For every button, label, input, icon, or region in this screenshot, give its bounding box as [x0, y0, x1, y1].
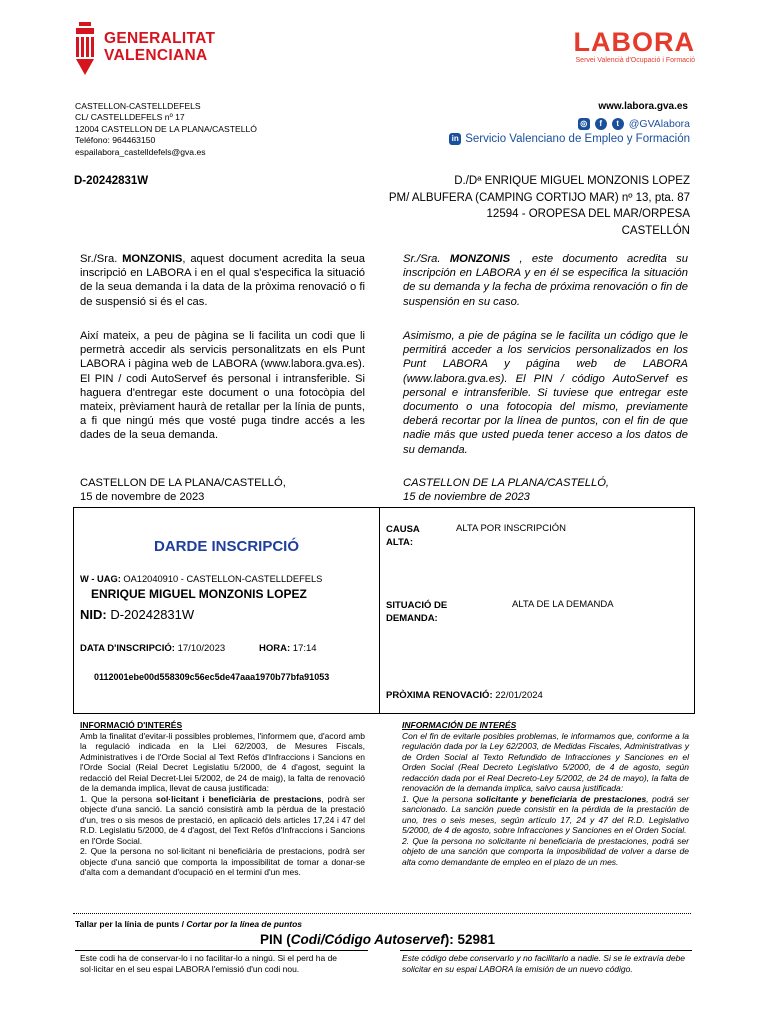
footer-note-es: Este código debe conservarlo y no facilitarlo a nadie. Si se le extravía debe solicitar en su espai LABORA la emisión de un nuevo código. [402, 953, 686, 974]
card-hour-label: HORA: [259, 643, 291, 654]
facebook-icon[interactable]: f [595, 118, 607, 130]
cut-label-es: Cortar por la línea de puntos [186, 919, 303, 929]
info-val-text3: 2. Que la persona no sol·licitant ni beneficiària de prestacions, podrà ser objecte d'una sanció que comporta la impossibilitat de tornar a donar-se d'alta com a demandant d'ocupació en el termini d'un mes. [80, 846, 365, 877]
info-val [80, 720, 365, 878]
cut-label-val: Tallar per la línia de punts / [75, 919, 187, 929]
card-name: ENRIQUE MIGUEL MONZONIS LOPEZ [91, 587, 307, 601]
situacio-value: ALTA DE LA DEMANDA [512, 599, 614, 610]
recipient-address [389, 173, 690, 239]
card-date-label: DATA D'INSCRIPCIÓ: [80, 643, 175, 654]
generalitat-shield-icon [72, 20, 98, 76]
situacio-label [386, 599, 447, 625]
office-city: 12004 CASTELLON DE LA PLANA/CASTELLÓ [75, 123, 257, 134]
body-val-surname: MONZONIS [122, 253, 183, 265]
body-es-p2: Asimismo, a pie de página se le facilita un código que le permitirá acceder a los servicios personalizados en los Punt LABORA y página web de LABORA (www.labora.gva.es). El PIN / código AutoServef es personal e intransferible. Si tuviese que entregar este documento o una fotocopia del mismo, previamente deberá recortar por la línea de puntos, con el fin de que nadie más que usted pueda tener acceso a los datos de su demanda. [403, 330, 688, 456]
situacio-label-1: SITUACIÓ DE [386, 600, 448, 611]
body-val-date: 15 de novembre de 2023 [80, 491, 205, 504]
situacio-label-2: DEMANDA: [386, 613, 438, 624]
social-links [578, 118, 690, 130]
darde-card [73, 507, 695, 714]
renov-label: PRÒXIMA RENOVACIÓ: [386, 690, 493, 701]
pin-label-pre: PIN ( [260, 932, 291, 947]
sve-text[interactable]: Servicio Valenciano de Empleo y Formación [465, 133, 690, 145]
office-phone: Teléfono: 964463150 [75, 135, 156, 146]
office-email[interactable]: espailabora_castelldefels@gva.es [75, 146, 206, 157]
document-id: D-20242831W [74, 175, 149, 187]
info-val-text1: Amb la finalitat d'evitar-li possibles problemes, l'informem que, d'acord amb la regulació indicada en la Llei 62/2003, de Mesures Fiscals, Administratives i de l'Orde Social al Text Refós d'Infraccions i Sancions en l'Orde Social (Reial Decret Legislatiu 5/2000, de 4 d'agost, seguint la redacció del Reial Decret-Llei 5/2002, de 24 de maig), la falta de renovació de la demanda implica, llevat de causa justificada: [80, 730, 365, 793]
card-date-value: 17/10/2023 [174, 643, 226, 654]
generalitat-logo [72, 20, 216, 78]
pin-code [260, 932, 495, 947]
recipient-line1: D./Dª ENRIQUE MIGUEL MONZONIS LOPEZ [454, 175, 690, 187]
info-val-text2-bold: sol·licitant i beneficiària de prestacions [156, 793, 322, 804]
info-val-text2 [80, 794, 365, 847]
card-hour [259, 643, 317, 654]
causa-label-1: CAUSA [386, 524, 420, 535]
footer-note-val: Este codi ha de conservar-lo i no facilitar-lo a ningú. Si el perd ha de sol·licitar en el seu espai LABORA l'emissió d'un codi nou. [80, 953, 338, 974]
info-es-text2 [402, 794, 689, 836]
info-es-text1: Con el fin de evitarle posibles problemas, le informamos que, conforme a la regulación dada por la Ley 62/2003, de Medidas Fiscales, Administrativas y de Orden Social al Texto Refundido de Infracciones y Sanciones en el Orden Social (Real Decreto Legislativo 5/2000, de 4 de agosto, según redacción dada por el Real Decreto-Ley 5/2002, de 24 de mayo), la falta de renovación de la demanda implica, salvo causa justificada: [402, 730, 689, 793]
body-es-p1-pre: Sr./Sra. [403, 253, 450, 265]
web-link[interactable]: www.labora.gva.es [598, 101, 688, 112]
info-es [402, 720, 689, 867]
body-val-p1 [80, 252, 365, 309]
body-val-p1-pre: Sr./Sra. [80, 253, 123, 265]
card-title: DARDE INSCRIPCIÓ [154, 538, 300, 555]
body-es-p1 [403, 252, 688, 309]
causa-label [386, 523, 420, 549]
labora-brand: LABORA [573, 27, 695, 57]
labora-logo [570, 28, 695, 73]
sve-link [449, 133, 690, 145]
pin-label-post: ): [444, 932, 458, 947]
card-date [80, 643, 225, 654]
causa-label-2: ALTA: [386, 537, 414, 548]
pin-label-italic: Codi/Código Autoservef [290, 932, 445, 947]
info-es-text3: 2. Que la persona no solicitante ni beneficiaria de prestaciones, podrá ser objeto de una sanción que comporta la imposibilidad de volver a darse de alta como demandante de empleo en el plazo de un mes. [402, 835, 689, 867]
linkedin-icon[interactable]: in [449, 133, 461, 145]
card-nid-label: NID: [80, 607, 107, 622]
office-name: CASTELLON-CASTELLDEFELS [75, 101, 201, 111]
info-val-text2-pre: 1. Que la persona [80, 793, 157, 804]
card-uag-label: W - UAG: [80, 574, 121, 584]
info-es-text2-post: , podrá ser sancionado. La sanción puede consistir en la pérdida de la prestación de uno, tres o seis meses, según artículo 17, 24 y 47 del R.D. Legislativo 5/2000, de 4 de agosto, sobre Infracciones y Sanciones en el Orden Social. [402, 793, 689, 835]
recipient-line4: CASTELLÓN [621, 224, 690, 237]
footer-rule-right [400, 950, 692, 951]
renov-value: 22/01/2024 [492, 690, 543, 701]
office-address [75, 101, 257, 158]
renov [386, 690, 543, 701]
office-street: CL/ CASTELLDEFELS nº 17 [75, 112, 185, 123]
footer-rule-left [75, 950, 368, 951]
body-es-date: 15 de noviembre de 2023 [403, 491, 530, 504]
body-es-surname: MONZONIS [449, 253, 511, 265]
body-val-p2: Així mateix, a peu de pàgina se li facilita un codi que li permetrà accedir als servicis personalitzats en els Punt LABORA i pàgina web de LABORA (www.labora.gva.es). El PIN / codi AutoServef és personal i intransferible. Si haguera d'entregar este document o una fotocòpia del mateix, prèviament haurà de retallar per la línia de punts, a fi que ningú més que vosté puga tindre accés a les dades de la seua demanda. [80, 330, 365, 442]
causa-value: ALTA POR INSCRIPCIÓN [456, 523, 566, 534]
body-es-place: CASTELLON DE LA PLANA/CASTELLÓ, [403, 477, 610, 489]
generalitat-line2: VALENCIANA [104, 47, 208, 64]
pin-value: 52981 [457, 932, 496, 947]
twitter-icon[interactable]: t [612, 118, 624, 130]
recipient-line2: PM/ ALBUFERA (CAMPING CORTIJO MAR) nº 13, pta. 87 [388, 191, 690, 204]
cut-label [75, 919, 302, 929]
generalitat-line1: GENERALITAT [104, 30, 216, 47]
info-es-text2-bold: solicitante y beneficiaria de prestaciones [476, 793, 647, 804]
info-es-text2-pre: 1. Que la persona [402, 793, 477, 804]
card-uag-value: OA12040910 - CASTELLON-CASTELLDEFELS [120, 574, 323, 584]
info-es-title: INFORMACIÓN DE INTERÉS [402, 720, 517, 730]
body-val-place: CASTELLON DE LA PLANA/CASTELLÓ, [80, 477, 286, 489]
body-val-sign [80, 476, 365, 504]
body-es-p1-post: , este documento acredita su inscripción en LABORA y en él se especifica la situación de su demanda y la fecha de próxima renovación o fin de suspensión en su caso. [403, 253, 688, 308]
card-uag [80, 574, 322, 584]
info-val-text2-post: , podrà ser objecte d'una sanció. La sanció consistirà amb la pèrdua de la prestació d'un, tres o sis mesos de prestació, en aplicació dels articles 17,24 i 47 del R.D. Legislatiu 5/2000, de 4 d'agost, del Text Refós d'Infraccions i Sancions en l'Orde Social. [80, 793, 365, 846]
card-nid [80, 607, 194, 622]
card-hash: 0112001ebe00d558309c56ec5de47aaa1970b77bfa91053 [94, 672, 330, 682]
labora-subtitle: Servei Valencià d'Ocupació i Formació [575, 57, 695, 64]
cut-line [73, 913, 691, 914]
body-es-sign [403, 476, 688, 504]
body-val-p1-post: , aquest document acredita la seua inscripció en LABORA i en el qual s'especifica la situació de la seua demanda i la data de la pròxima renovació o fi de suspensió si és el cas. [80, 253, 365, 308]
info-val-title: INFORMACIÓ D'INTERÉS [80, 720, 183, 730]
card-nid-value: D-20242831W [106, 607, 195, 622]
recipient-line3: 12594 - OROPESA DEL MAR/ORPESA [486, 208, 690, 220]
card-divider [379, 508, 380, 713]
card-hour-value: 17:14 [290, 643, 317, 654]
social-handle[interactable]: @GVAlabora [628, 118, 690, 130]
instagram-icon[interactable]: ◎ [578, 118, 590, 130]
